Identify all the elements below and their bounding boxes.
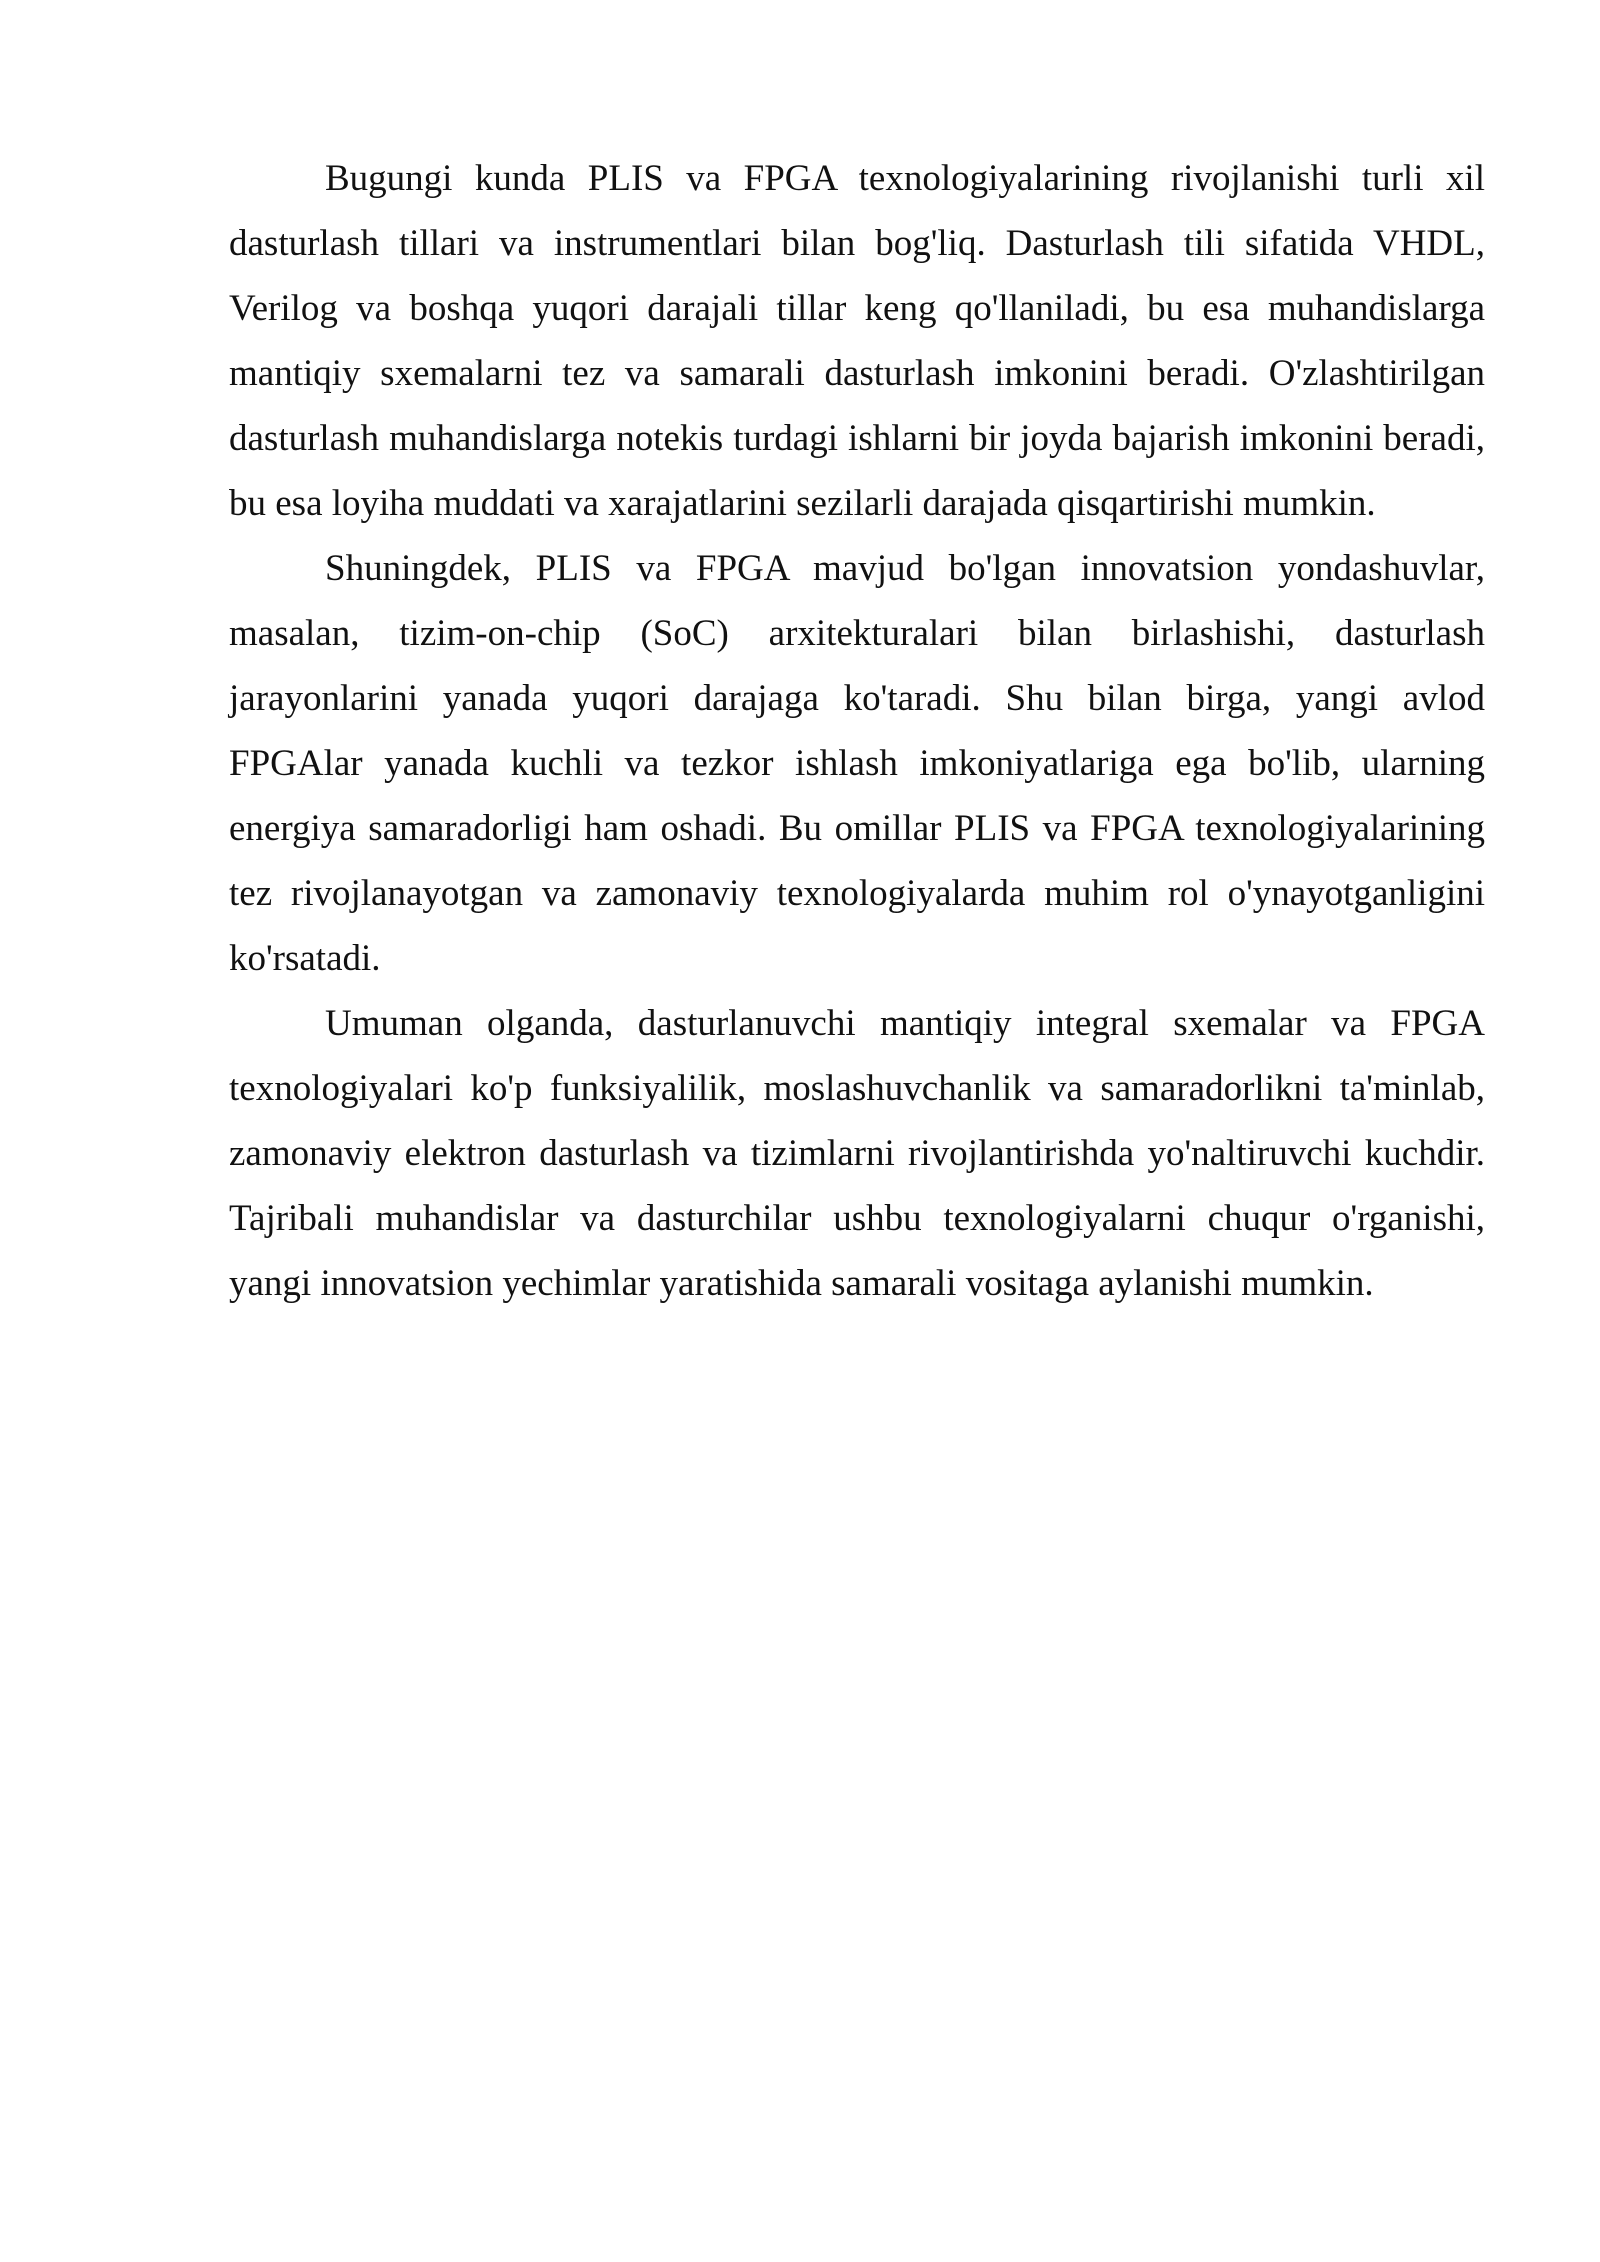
paragraph-3: Umuman olganda, dasturlanuvchi mantiqiy integral sxemalar va FPGA texnologiyalari ko'p funksiyalilik, moslashuvchanlik va samaradorlikni ta'minlab, zamonaviy elektron dasturlash va tizimlarni rivojlantirishda yo'naltiruvchi kuchdir. Tajribali muhandislar va dasturchilar ushbu texnologiyalarni chuqur o'rganishi, yangi innovatsion yechimlar yaratishida samarali vositaga aylanishi mumkin. [229, 1003, 1485, 1304]
paragraph-2: Shuningdek, PLIS va FPGA mavjud bo'lgan innovatsion yondashuvlar, masalan, tizim-on-chip (SoC) arxitekturalari bilan birlashishi, dasturlash jarayonlarini yanada yuqori darajaga ko'taradi. Shu bilan birga, yangi avlod FPGAlar yanada kuchli va tezkor ishlash imkoniyatlariga ega bo'lib, ularning energiya samaradorligi ham oshadi. Bu omillar PLIS va FPGA texnologiyalarining tez rivojlanayotgan va zamonaviy texnologiyalarda muhim rol o'ynayotganligini ko'rsatadi. [229, 548, 1485, 979]
paragraph-1: Bugungi kunda PLIS va FPGA texnologiyalarining rivojlanishi turli xil dasturlash tillari va instrumentlari bilan bog'liq. Dasturlash tili sifatida VHDL, Verilog va boshqa yuqori darajali tillar keng qo'llaniladi, bu esa muhandislarga mantiqiy sxemalarni tez va samarali dasturlash imkonini beradi. O'zlashtirilgan dasturlash muhandislarga notekis turdagi ishlarni bir joyda bajarish imkonini beradi, bu esa loyiha muddati va xarajatlarini sezilarli darajada qisqartirishi mumkin. [229, 158, 1485, 524]
body-text [229, 146, 1485, 1316]
